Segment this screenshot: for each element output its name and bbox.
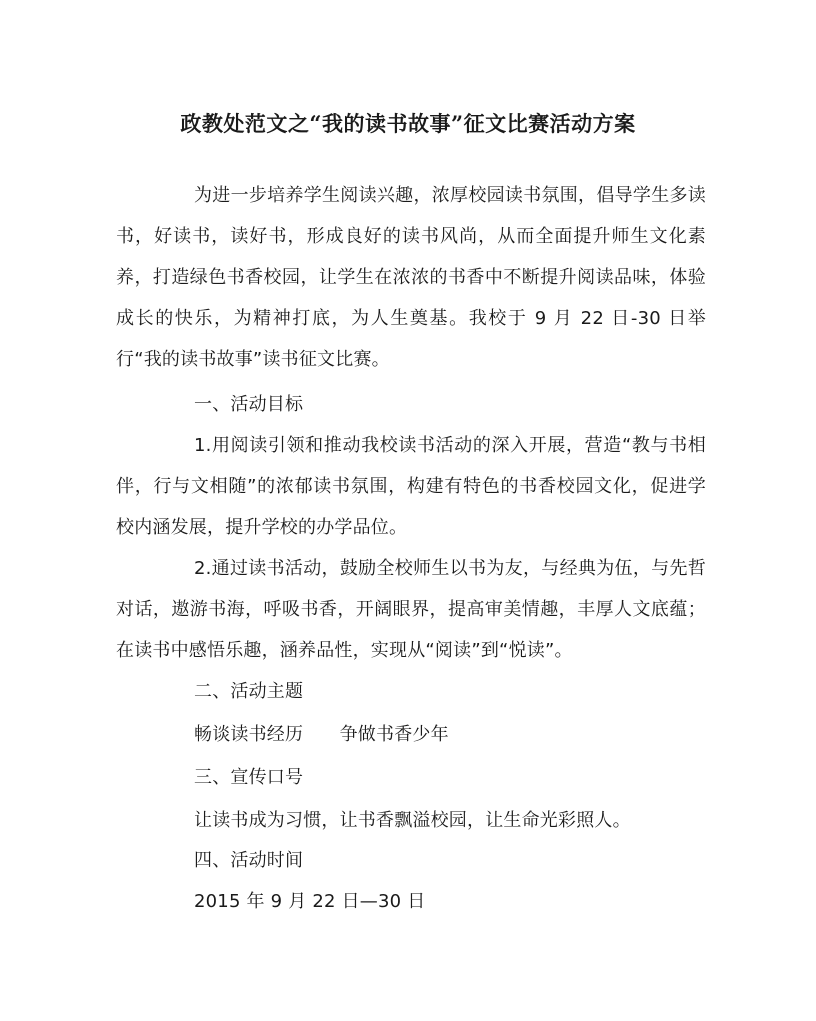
goal-paragraph-2: 2.通过读书活动，鼓励全校师生以书为友，与经典为伍，与先哲对话，遨游书海，呼吸书香，开阔眼界，提高审美情趣，丰厚人文底蕴；在读书中感悟乐趣，涵养品性，实现从“阅读”到“悦读”。 <box>116 558 706 661</box>
activity-theme: 畅谈读书经历 争做书香少年 <box>194 724 449 745</box>
section-heading-theme: 二、活动主题 <box>194 681 304 702</box>
document-title: 政教处范文之“我的读书故事”征文比赛活动方案 <box>180 111 636 136</box>
section-heading-slogan: 三、宣传口号 <box>194 767 304 788</box>
slogan-text: 让读书成为习惯，让书香飘溢校园，让生命光彩照人。 <box>194 810 631 831</box>
section-heading-goals: 一、活动目标 <box>194 394 304 415</box>
section-heading-time: 四、活动时间 <box>194 850 304 871</box>
activity-time: 2015 年 9 月 22 日—30 日 <box>194 891 426 912</box>
goal-paragraph-1: 1.用阅读引领和推动我校读书活动的深入开展，营造“教与书相伴，行与文相随”的浓郁读书氛围，构建有特色的书香校园文化，促进学校内涵发展，提升学校的办学品位。 <box>116 435 706 538</box>
intro-paragraph: 为进一步培养学生阅读兴趣，浓厚校园读书氛围，倡导学生多读书，好读书，读好书，形成良好的读书风尚，从而全面提升师生文化素养，打造绿色书香校园，让学生在浓浓的书香中不断提升阅读品味，体验成长的快乐，为精神打底，为人生奠基。我校于 9 月 22 日-30 日举行“我的读书故事”读书征文比赛。 <box>116 185 706 370</box>
